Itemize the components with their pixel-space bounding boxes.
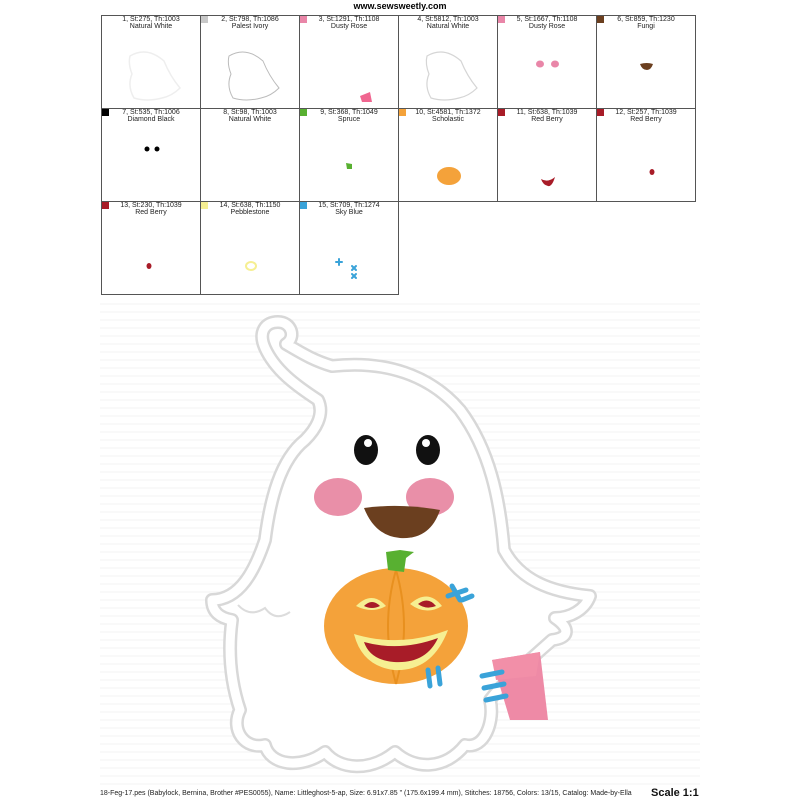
color-step-preview: [597, 16, 695, 108]
thread-color-name: Natural White: [228, 116, 272, 123]
color-step-info: 6, St:859, Th:1230: [617, 16, 675, 23]
thread-color-name: Red Berry: [531, 116, 563, 123]
color-step-preview: [597, 109, 695, 201]
thread-color-name: Red Berry: [630, 116, 662, 123]
color-step-preview: [102, 202, 200, 294]
thread-color-name: Scholastic: [432, 116, 464, 123]
color-step-info: 3, St:1291, Th:1108: [318, 16, 380, 23]
color-cell-8: [200, 108, 300, 202]
design-preview: [100, 300, 700, 790]
color-step-info: 5, St:1667, Th:1108: [516, 16, 578, 23]
color-step-preview: [300, 109, 398, 201]
color-step-preview: [498, 16, 596, 108]
thread-color-name: Pebblestone: [230, 209, 270, 216]
color-sequence-grid: [101, 15, 698, 293]
color-cell-15: [299, 201, 399, 295]
color-cell-2: [200, 15, 300, 109]
color-step-preview: [399, 109, 497, 201]
color-step-info: 1, St:275, Th:1003: [122, 16, 180, 23]
color-step-info: 4, St:5812, Th:1003: [417, 16, 479, 23]
color-cell-10: [398, 108, 498, 202]
thread-color-name: Dusty Rose: [330, 23, 368, 30]
thread-color-name: Fungi: [637, 23, 655, 30]
color-cell-7: [101, 108, 201, 202]
design-info-footer: 18-Feg-17.pes (Babylock, Bernina, Brother #PES0055), Name: Littleghost-5-ap, Size: 6.91x7.85 " (175.6x199.4 mm), Stitches: 18756, Colors: 13/15, Catalog: Made-by-Ella: [100, 790, 632, 797]
color-step-info: 2, St:798, Th:1086: [221, 16, 279, 23]
thread-color-name: Natural White: [426, 23, 470, 30]
color-step-info: 8, St:98, Th:1003: [223, 109, 277, 116]
color-step-info: 9, St:368, Th:1049: [320, 109, 378, 116]
color-step-info: 14, St:638, Th:1150: [219, 202, 281, 209]
color-cell-4: [398, 15, 498, 109]
color-step-preview: [201, 16, 299, 108]
color-step-preview: [300, 16, 398, 108]
site-header: www.sewsweetly.com: [353, 1, 447, 11]
color-step-preview: [498, 109, 596, 201]
color-cell-9: [299, 108, 399, 202]
left-eye: [354, 435, 378, 465]
thread-color-name: Palest Ivory: [231, 23, 269, 30]
color-cell-12: [596, 108, 696, 202]
thread-color-name: Diamond Black: [127, 116, 175, 123]
scale-label: Scale 1:1: [651, 787, 699, 799]
thread-color-name: Red Berry: [135, 209, 167, 216]
color-step-preview: [399, 16, 497, 108]
right-eye: [416, 435, 440, 465]
thread-color-name: Dusty Rose: [528, 23, 566, 30]
color-step-preview: [102, 109, 200, 201]
thread-color-name: Spruce: [337, 116, 361, 123]
color-step-preview: [201, 109, 299, 201]
color-step-info: 12, St:257, Th:1039: [615, 109, 677, 116]
color-step-info: 7, St:535, Th:1006: [122, 109, 180, 116]
color-step-info: 15, St:709, Th:1274: [318, 202, 380, 209]
color-cell-13: [101, 201, 201, 295]
left-cheek: [314, 478, 362, 516]
thread-color-name: Sky Blue: [335, 209, 363, 216]
color-step-info: 10, St:4581, Th:1372: [415, 109, 481, 116]
color-step-info: 11, St:638, Th:1039: [516, 109, 578, 116]
color-cell-1: [101, 15, 201, 109]
ghost-embroidery-design: [100, 300, 700, 790]
color-cell-3: [299, 15, 399, 109]
color-step-info: 13, St:230, Th:1039: [120, 202, 182, 209]
thread-color-name: Natural White: [129, 23, 173, 30]
color-cell-5: [497, 15, 597, 109]
color-step-preview: [102, 16, 200, 108]
color-cell-11: [497, 108, 597, 202]
color-cell-14: [200, 201, 300, 295]
color-step-preview: [300, 202, 398, 294]
color-step-preview: [201, 202, 299, 294]
color-cell-6: [596, 15, 696, 109]
